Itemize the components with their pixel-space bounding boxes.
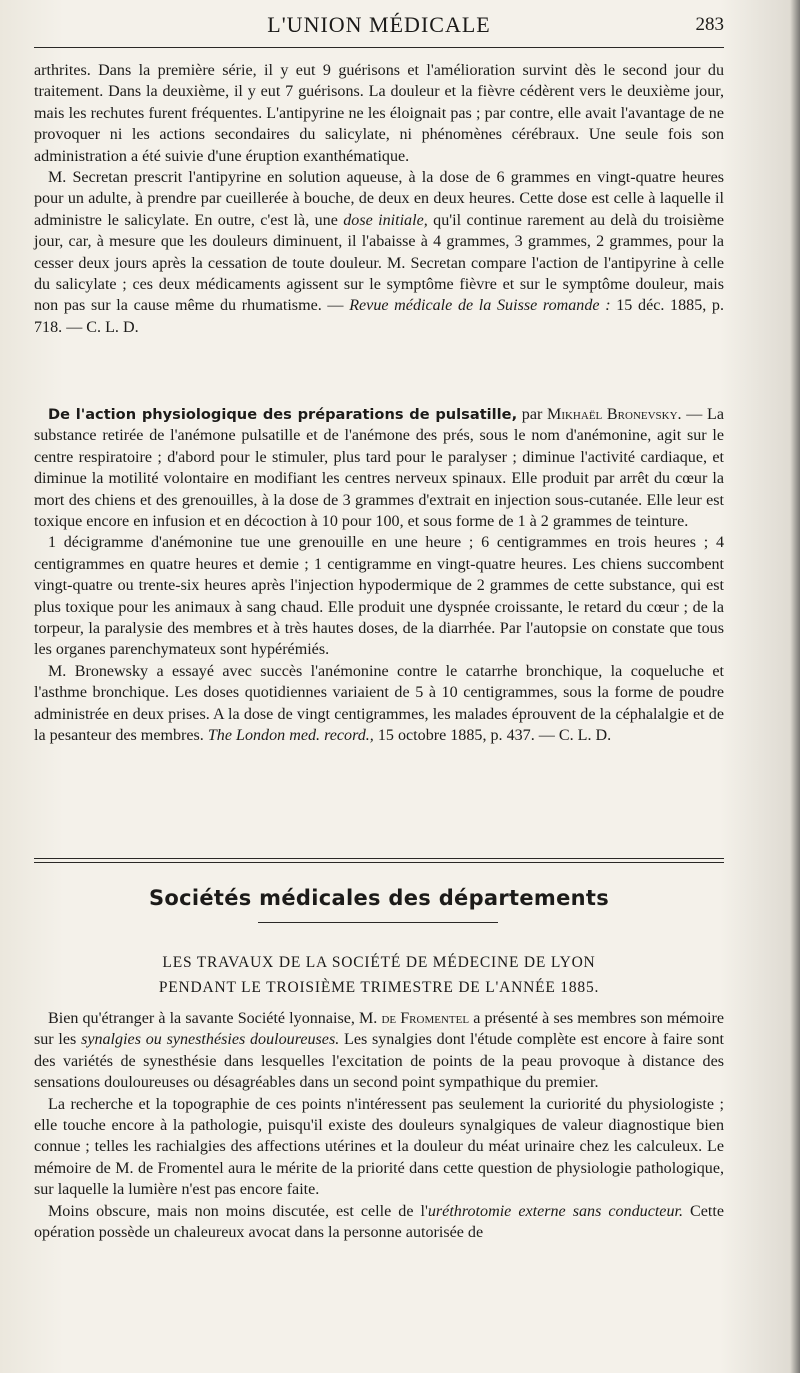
- article-heading-line: PENDANT LE TROISIÈME TRIMESTRE DE L'ANNÉE 1885.: [158, 979, 600, 996]
- text-run: M. Bronewsky a essayé avec succès l'anémonine contre le catarrhe bronchique, la coqueluche et l'asthme bronchique. Les doses quotidiennes variaient de 5 à 10 centigrammes, sous la forme de poudre administrée en deux prises. A la dose de vingt centigrammes, les malades éprouvent de la céphalalgie et de la pesanteur des membres.: [34, 662, 724, 745]
- source-reference: 15 déc. 1885, p. 718. — C. L. D.: [34, 297, 725, 336]
- paragraph: La recherche et la topographie de ces points n'intéressent pas seulement la curiorité du physiologiste ; elle touche encore à la pathologie, puisqu'il existe des douleurs synalgiques de valeur diagnostique bien connue ; telles les rachialgies des affections utérines et la douleur du méat urinaire chez les calculeux. Le mémoire de M. de Fromentel aura le mérite de la priorité dans cette question de physiologie pathologique, sur laquelle la lumière n'est pas encore faite.: [34, 1095, 724, 1199]
- text-run: qu'il continue rarement au delà du troisième jour, car, à mesure que les douleurs diminuent, il l'abaisse à 4 grammes, 3 grammes, 2 grammes, pour la cesser deux jours après la cessation de toute douleur. M. Secretan compare l'action de l'antipyrine à celle du salicylate ; ces deux médicaments agissent sur le symptôme fièvre et sur le symptôme douleur, mais non pas sur la cause même du rhumatisme. —: [34, 211, 724, 315]
- article-heading: [34, 950, 724, 1000]
- paragraph: [34, 167, 724, 338]
- paragraph: arthrites. Dans la première série, il y eut 9 guérisons et l'amélioration survint dès le second jour du traitement. Dans la deuxième, il y eut 7 guérisons. La douleur et la fièvre cédèrent vers le deuxième jour, mais les rechutes furent fréquentes. L'antipyrine ne les éloignait pas ; par contre, elle avait l'avantage de ne provoquer ni les actions secondaires du salicylate, ni phénomènes cérébraux. Une seule fois son administration a été suivie d'une éruption exanthématique.: [34, 62, 724, 165]
- paragraph: [34, 661, 724, 747]
- article-title: De l'action physiologique des préparations de pulsatille,: [48, 406, 518, 423]
- source-reference: 15 octobre 1885, p. 437. — C. L. D.: [373, 727, 612, 745]
- source-title: The London med. record.,: [207, 727, 374, 745]
- page-edge-shadow: [790, 0, 800, 1373]
- source-title: Revue médicale de la Suisse romande :: [349, 297, 611, 315]
- text-run: Moins obscure, mais non moins discutée, est celle de l': [48, 1202, 428, 1220]
- section-title: Sociétés médicales des départements: [148, 886, 610, 910]
- article-pulsatille: [34, 404, 724, 747]
- text-run: — La substance retirée de l'anémone pulsatille et de l'anémone des prés, sous le nom d'anémonine, agit sur le centre respiratoire ; d'abord pour le stimuler, plus tard pour le paralyser ; diminue l'activité cardiaque, et diminue la motilité volontaire en modifiant les centres nerveux spinaux. Elle produit par arrêt du cœur la mort des chiens et des grenouilles, à la dose de 3 grammes d'extrait en injection sous-cutanée. Elle leur est toxique encore en infusion et en décoction à 10 pour 100, et sous forme de 1 à 2 grammes de teinture.: [34, 406, 724, 531]
- emphasis: uréthrotomie externe sans conducteur.: [427, 1202, 683, 1220]
- running-title: L'UNION MÉDICALE: [267, 12, 491, 37]
- text-run: par: [517, 406, 548, 423]
- paragraph: [34, 404, 724, 532]
- page-number: 283: [695, 14, 724, 35]
- article-antipyrine: [34, 60, 724, 338]
- text-run: a présenté à ses membres son mémoire sur les: [34, 1010, 724, 1049]
- page-header: [34, 12, 724, 42]
- emphasis: dose initiale,: [343, 211, 428, 229]
- section-rule-bottom: [34, 862, 724, 863]
- article-lyon: [34, 1008, 724, 1243]
- text-run: M. Secretan prescrit l'antipyrine en solution aqueuse, à la dose de 6 grammes en vingt-quatre heures pour un adulte, à prendre par cueillerée à bouche, de deux en deux heures. Cette dose est celle à laquelle il administre le salicylate. En outre, c'est là, une: [34, 169, 724, 229]
- author-name: Mikhaël Bronevsky.: [547, 406, 682, 423]
- section-title-underline: [258, 922, 498, 923]
- emphasis: synalgies ou synesthésies douloureuses.: [81, 1031, 340, 1049]
- paragraph: [34, 1201, 724, 1244]
- text-run: Bien qu'étranger à la savante Société lyonnaise, M.: [48, 1010, 382, 1027]
- section-rule-top: [34, 858, 724, 859]
- text-run: Les synalgies dont l'étude complète est encore à faire sont des variétés de synesthésie dans lesquelles l'excitation de points de la peau provoque à distance des sensations douloureuses ou désagréables dans un second point sympathique du premier.: [34, 1031, 724, 1092]
- text-run: Cette opération possède un chaleureux avocat dans la personne autorisée de: [34, 1202, 724, 1242]
- paragraph: [34, 1008, 724, 1094]
- paragraph: 1 décigramme d'anémonine tue une grenouille en une heure ; 6 centigrammes en trois heures ; 4 centigrammes en quatre heures et demie ; 1 centigramme en vingt-quatre heures. Les chiens succombent vingt-quatre ou trente-six heures après l'injection hypodermique de 2 grammes de cette substance, qui est plus toxique pour les animaux à sang chaud. Elle produit une dyspnée croissante, le retard du cœur ; de la torpeur, la paralysie des membres et à très hautes doses, de la diarrhée. Par l'autopsie on constate que tous les organes parenchymateux sont hypérémiés.: [34, 534, 724, 659]
- article-heading-line: LES TRAVAUX DE LA SOCIÉTÉ DE MÉDECINE DE LYON: [162, 954, 596, 971]
- person-name: de Fromentel: [381, 1010, 470, 1027]
- header-rule: [34, 47, 724, 48]
